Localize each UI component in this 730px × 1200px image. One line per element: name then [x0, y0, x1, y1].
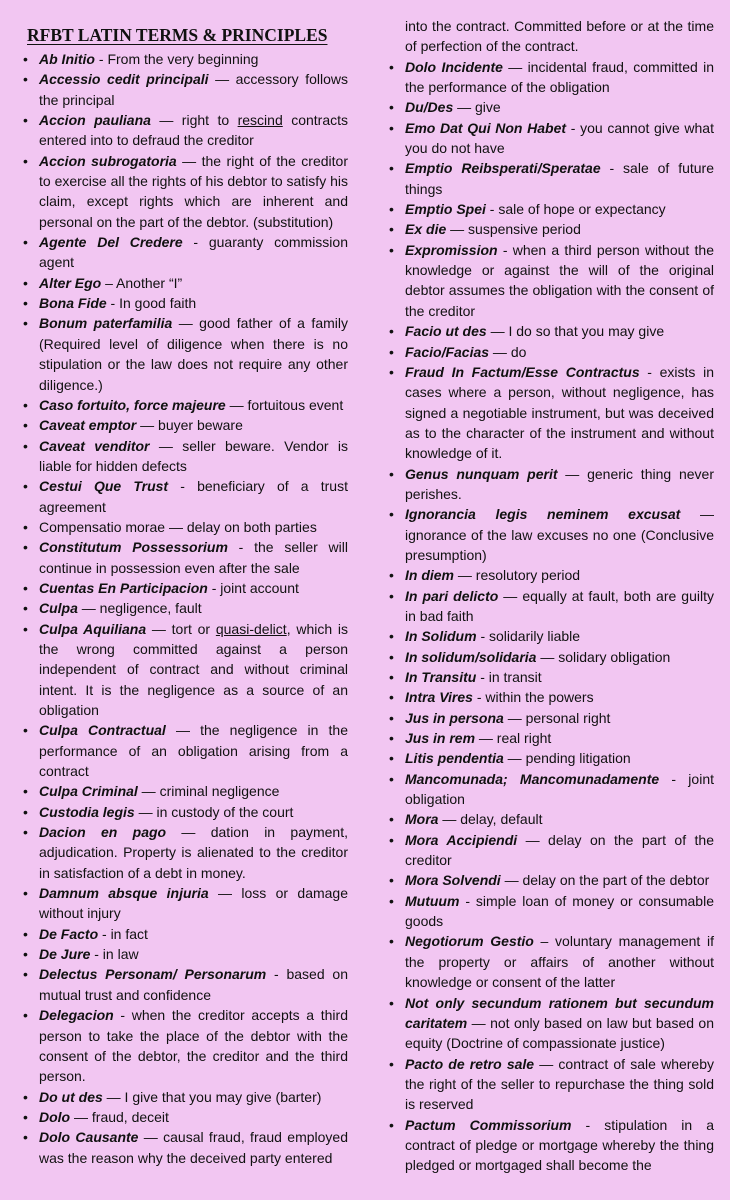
term-definition: — resolutory period: [454, 567, 581, 584]
term-name: Mora: [405, 811, 439, 828]
term-definition: - in transit: [476, 669, 542, 685]
term-definition: Compensatio morae — delay on both parties: [39, 518, 317, 535]
bullet-icon: •: [389, 628, 394, 645]
term-entry: [388, 57, 714, 98]
term-entry: [22, 964, 348, 1005]
bullet-icon: •: [389, 160, 394, 177]
term-entry: [22, 924, 348, 944]
term-entry: [22, 395, 348, 415]
bullet-icon: •: [389, 99, 394, 116]
term-entry: [22, 1087, 348, 1107]
term-entry: [22, 110, 348, 151]
continuation-text: into the contract. Committed before or at the time of perfection of the contract.: [405, 18, 714, 55]
bullet-icon: •: [389, 506, 394, 523]
term-name: Accion subrogatoria: [39, 152, 177, 169]
term-entry: [22, 720, 348, 781]
term-definition: - From the very beginning: [95, 51, 259, 67]
term-entry: [388, 931, 714, 992]
bullet-icon: •: [23, 803, 28, 820]
term-name: Caso fortuito, force majeure: [39, 396, 226, 413]
term-entry: [388, 830, 714, 871]
bullet-icon: •: [23, 722, 28, 739]
term-definition: — in custody of the court: [134, 803, 294, 820]
bullet-icon: •: [389, 892, 394, 909]
term-name: Constitutum Possessorium: [39, 539, 228, 556]
bullet-icon: •: [23, 417, 28, 434]
term-name: Agente Del Credere: [39, 234, 183, 251]
term-name: Dolo Incidente: [405, 58, 503, 75]
bullet-icon: •: [389, 567, 394, 584]
term-name: Fraud In Factum/Esse Contractus: [405, 363, 640, 380]
term-entry: [388, 647, 714, 667]
term-name: Accessio cedit principali: [39, 71, 209, 88]
term-definition: - simple loan of money or consumable goods: [405, 892, 714, 930]
bullet-icon: •: [389, 872, 394, 889]
term-name: Jus in rem: [405, 730, 476, 747]
term-name: Dolo Causante: [39, 1129, 139, 1146]
term-name: Emptio Spei: [405, 201, 486, 218]
term-entry: [22, 69, 348, 110]
term-name: Not only secundum rationem but secundum caritatem: [405, 994, 714, 1031]
bullet-icon: •: [389, 363, 394, 380]
term-entry: [22, 1107, 348, 1127]
term-name: Litis pendentia: [405, 750, 504, 767]
term-definition: — tort or: [146, 620, 216, 637]
bullet-icon: •: [23, 1129, 28, 1146]
term-name: Culpa Criminal: [39, 783, 138, 800]
term-entry: [388, 1054, 714, 1115]
term-name: Custodia legis: [39, 803, 135, 820]
term-name: Caveat venditor: [39, 437, 150, 454]
term-name: Dolo: [39, 1108, 71, 1125]
term-definition: — personal right: [503, 709, 611, 726]
term-entry: [388, 1115, 714, 1176]
underlined-term: rescind: [237, 112, 283, 129]
term-entry: [388, 769, 714, 810]
term-entry: [388, 667, 714, 687]
page-title: RFBT LATIN TERMS & PRINCIPLES: [27, 25, 328, 45]
term-entry: [22, 1127, 348, 1168]
term-definition: - when a third person without the knowledge or against the will of the original debtor assumes the obligation with the consent of the creditor: [405, 241, 714, 319]
bullet-icon: •: [389, 343, 394, 360]
term-name: Du/Des: [405, 99, 454, 116]
term-definition: - In good faith: [106, 295, 197, 312]
term-name: Emptio Reibsperati/Speratae: [405, 160, 601, 177]
bullet-icon: •: [389, 323, 394, 340]
term-entry: [388, 809, 714, 829]
term-entry: [388, 219, 714, 239]
term-entry: [22, 232, 348, 273]
term-definition: — delay on the part of the debtor: [500, 872, 710, 889]
term-definition: - the seller will continue in possession even after the sale: [39, 539, 348, 576]
bullet-icon: •: [389, 201, 394, 218]
bullet-icon: •: [23, 620, 28, 637]
bullet-icon: •: [389, 1116, 394, 1133]
term-entry: [22, 619, 348, 721]
term-entry: [388, 708, 714, 728]
term-entry: [22, 436, 348, 477]
term-entry: [388, 687, 714, 707]
term-definition: — accessory follows the principal: [39, 71, 349, 108]
term-entry: [388, 504, 714, 565]
bullet-icon: •: [389, 1055, 394, 1072]
term-definition: — ignorance of the law excuses no one (Conclusive presumption): [405, 506, 714, 563]
term-definition: - you cannot give what you do not have: [405, 119, 714, 157]
term-name: Jus in persona: [405, 709, 504, 726]
bullet-icon: •: [389, 709, 394, 726]
term-entry: [22, 598, 348, 618]
term-definition: — delay on the part of the creditor: [405, 831, 714, 869]
term-definition: — dation in payment, adjudication. Property is alienated to the creditor in satisfaction of a debt in money.: [39, 824, 348, 881]
term-entry: [22, 944, 348, 964]
term-entry: [388, 118, 714, 159]
term-name: Bonum paterfamilia: [39, 315, 173, 332]
bullet-icon: •: [23, 478, 28, 495]
term-entry: [388, 891, 714, 932]
term-entry: [22, 578, 348, 598]
term-definition: - guaranty commission agent: [39, 234, 348, 271]
term-name: Mora Accipiendi: [405, 831, 518, 848]
term-definition: - stipulation in a contract of pledge or mortgage whereby the thing pledged or mortgaged shall become the: [405, 1116, 714, 1174]
term-name: Negotiorum Gestio: [405, 933, 534, 950]
term-entry: [22, 1005, 348, 1086]
term-definition: — pending litigation: [503, 750, 631, 767]
term-entry: [22, 476, 348, 517]
term-definition-cont: , which is the wrong committed against a person independent of contract and without criminal intent. It is the negligence as a source of an obligation: [39, 620, 348, 718]
term-definition: — fortuitous event: [225, 396, 344, 413]
term-entry: [388, 362, 714, 464]
term-definition: — loss or damage without injury: [39, 885, 349, 922]
term-entry: [22, 293, 348, 313]
term-definition: — the negligence in the performance of an obligation arising from a contract: [39, 722, 348, 780]
term-name: Ignorancia legis neminem excusat: [405, 506, 681, 523]
bullet-icon: •: [23, 925, 28, 942]
bullet-icon: •: [23, 518, 28, 535]
bullet-icon: •: [389, 811, 394, 828]
term-definition: — the right of the creditor to exercise all the rights of his debtor to satisfy his claim, except rights which are inherent and personal on the part of the debtor. (substitution): [39, 152, 348, 230]
bullet-icon: •: [389, 648, 394, 665]
bullet-icon: •: [389, 730, 394, 747]
term-definition: — seller beware. Vendor is liable for hidden defects: [39, 437, 348, 474]
bullet-icon: •: [389, 770, 394, 787]
left-column: [22, 0, 348, 1168]
term-definition: — generic thing never perishes.: [405, 465, 714, 502]
underlined-term: quasi-delict: [215, 620, 287, 637]
term-name: Accion pauliana: [39, 112, 151, 129]
term-name: Cuentas En Participacion: [39, 579, 208, 596]
term-definition: - based on mutual trust and confidence: [39, 966, 348, 1003]
term-name: Ab Initio: [39, 51, 95, 67]
term-definition: — I do so that you may give: [486, 323, 665, 340]
term-definition: – Another “I”: [101, 274, 183, 291]
term-name: Dacion en pago: [39, 824, 167, 841]
term-definition: - exists in cases where a person, without negligence, has signed a negotiable instrument, but was deceived as to the character of the instrument and without knowledge of it.: [405, 363, 714, 462]
bullet-icon: •: [23, 946, 28, 963]
bullet-icon: •: [389, 831, 394, 848]
term-definition: — suspensive period: [446, 221, 581, 238]
term-definition: — buyer beware: [136, 417, 243, 434]
bullet-icon: •: [389, 58, 394, 75]
term-entry: [388, 342, 714, 362]
term-name: De Facto: [39, 925, 99, 942]
right-column: [388, 0, 714, 1176]
term-name: Mancomunada; Mancomunadamente: [405, 770, 660, 787]
bullet-icon: •: [23, 295, 28, 312]
term-definition: — good father of a family (Required level of diligence when there is no stipulation or the law does not require any other diligence.): [39, 315, 348, 393]
term-name: In solidum/solidaria: [405, 648, 537, 665]
term-definition: — incidental fraud, committed in the performance of the obligation: [405, 58, 715, 96]
term-name: Facio/Facias: [405, 343, 490, 360]
term-name: Culpa: [39, 600, 78, 617]
term-name: Culpa Contractual: [39, 722, 166, 739]
term-name: Facio ut des: [405, 323, 487, 340]
term-entry: [22, 49, 348, 69]
bullet-icon: •: [389, 933, 394, 950]
term-definition: - joint obligation: [405, 770, 714, 808]
bullet-icon: •: [23, 885, 28, 902]
term-entry: [388, 728, 714, 748]
term-entry: [22, 151, 348, 232]
term-definition: — negligence, fault: [77, 600, 202, 617]
bullet-icon: •: [389, 465, 394, 482]
bullet-icon: •: [23, 112, 28, 129]
term-definition: — delay, default: [438, 811, 543, 828]
bullet-icon: •: [23, 274, 28, 291]
term-entry: [388, 321, 714, 341]
bullet-icon: •: [23, 437, 28, 454]
term-definition: - beneficiary of a trust agreement: [39, 478, 348, 515]
term-name: Pactum Commissorium: [405, 1116, 572, 1133]
term-definition: — causal fraud, fraud employed was the reason why the deceived party entered: [39, 1129, 348, 1166]
term-definition: - joint account: [207, 579, 299, 596]
term-definition-cont: contracts entered into to defraud the creditor: [39, 112, 348, 149]
term-name: De Jure: [39, 946, 91, 963]
term-definition: — fraud, deceit: [70, 1108, 169, 1125]
term-name: In diem: [405, 567, 455, 584]
term-name: In Solidum: [405, 628, 477, 645]
bullet-icon: •: [23, 234, 28, 251]
term-name: Cestui Que Trust: [39, 478, 169, 495]
bullet-icon: •: [389, 689, 394, 706]
term-entry: [22, 883, 348, 924]
term-definition: — equally at fault, both are guilty in bad faith: [405, 587, 714, 624]
term-name: Pacto de retro sale: [405, 1055, 535, 1072]
term-definition: — I give that you may give (barter): [102, 1088, 322, 1105]
term-entry: [388, 199, 714, 219]
bullet-icon: •: [23, 600, 28, 617]
bullet-icon: •: [23, 966, 28, 983]
term-entry: [22, 537, 348, 578]
term-entry: [388, 97, 714, 117]
term-definition: — real right: [475, 730, 552, 747]
term-entry: [22, 517, 348, 537]
bullet-icon: •: [389, 750, 394, 767]
term-name: Mutuum: [405, 892, 460, 909]
term-entry: [22, 802, 348, 822]
term-definition: - in law: [90, 946, 139, 963]
term-entry: [388, 586, 714, 627]
bullet-icon: •: [23, 1108, 28, 1125]
term-name: Mora Solvendi: [405, 872, 501, 889]
term-name: In Transitu: [405, 669, 477, 685]
term-name: Ex die: [405, 221, 447, 238]
term-entry: [22, 273, 348, 293]
terms-list-right: [388, 57, 714, 1176]
bullet-icon: •: [389, 669, 394, 685]
term-name: Do ut des: [39, 1088, 103, 1105]
term-definition: – voluntary management if the property or affairs of another without knowledge or consent of the latter: [405, 933, 714, 991]
bullet-icon: •: [23, 51, 28, 67]
term-entry: [22, 781, 348, 801]
term-entry: [22, 313, 348, 394]
term-entry: [22, 822, 348, 883]
term-definition: — do: [489, 343, 527, 360]
term-entry: [388, 870, 714, 890]
term-definition: - solidarily liable: [476, 628, 581, 645]
term-entry: [388, 748, 714, 768]
bullet-icon: •: [23, 539, 28, 556]
term-definition: — contract of sale whereby the right of the seller to repurchase the thing sold is reserved: [405, 1055, 714, 1113]
term-entry: [388, 464, 714, 505]
term-definition: - within the powers: [472, 689, 594, 706]
term-name: Expromission: [405, 241, 498, 258]
term-entry: [388, 158, 714, 199]
term-name: Damnum absque injuria: [39, 885, 209, 902]
term-definition: - in fact: [98, 925, 148, 942]
term-definition: - sale of future things: [405, 160, 714, 197]
term-definition: — give: [453, 99, 501, 116]
term-definition: — solidary obligation: [536, 648, 671, 665]
term-entry: [22, 415, 348, 435]
bullet-icon: •: [23, 783, 28, 800]
bullet-icon: •: [23, 1088, 28, 1105]
term-entry: [388, 565, 714, 585]
term-name: Bona Fide: [39, 295, 107, 312]
bullet-icon: •: [23, 396, 28, 413]
term-name: Culpa Aquiliana: [39, 620, 147, 637]
bullet-icon: •: [389, 221, 394, 238]
term-name: Alter Ego: [39, 274, 102, 291]
bullet-icon: •: [389, 994, 394, 1011]
bullet-icon: •: [23, 315, 28, 332]
terms-list-left: [22, 49, 348, 1168]
bullet-icon: •: [23, 1007, 28, 1024]
bullet-icon: •: [23, 579, 28, 596]
bullet-icon: •: [23, 824, 28, 841]
term-name: Caveat emptor: [39, 417, 137, 434]
term-definition: — not only based on law but based on equity (Doctrine of compassionate justice): [405, 1014, 714, 1052]
bullet-icon: •: [23, 152, 28, 169]
term-name: Intra Vires: [405, 689, 473, 706]
term-name: Genus nunquam perit: [405, 465, 558, 482]
term-definition: - sale of hope or expectancy: [485, 201, 666, 218]
bullet-icon: •: [389, 119, 394, 136]
term-definition: — right to: [150, 112, 238, 129]
term-definition: - when the creditor accepts a third person to take the place of the debtor with the consent of the debtor, the creditor and the third person.: [39, 1007, 348, 1085]
term-definition: — criminal negligence: [137, 783, 280, 800]
term-name: Emo Dat Qui Non Habet: [405, 119, 567, 136]
term-name: Delectus Personam/ Personarum: [39, 966, 267, 983]
term-entry: [388, 626, 714, 646]
term-entry: [388, 993, 714, 1054]
term-entry: [388, 240, 714, 321]
term-name: Delegacion: [39, 1007, 114, 1024]
bullet-icon: •: [389, 587, 394, 604]
bullet-icon: •: [23, 71, 28, 88]
term-name: In pari delicto: [405, 587, 499, 604]
bullet-icon: •: [389, 241, 394, 258]
